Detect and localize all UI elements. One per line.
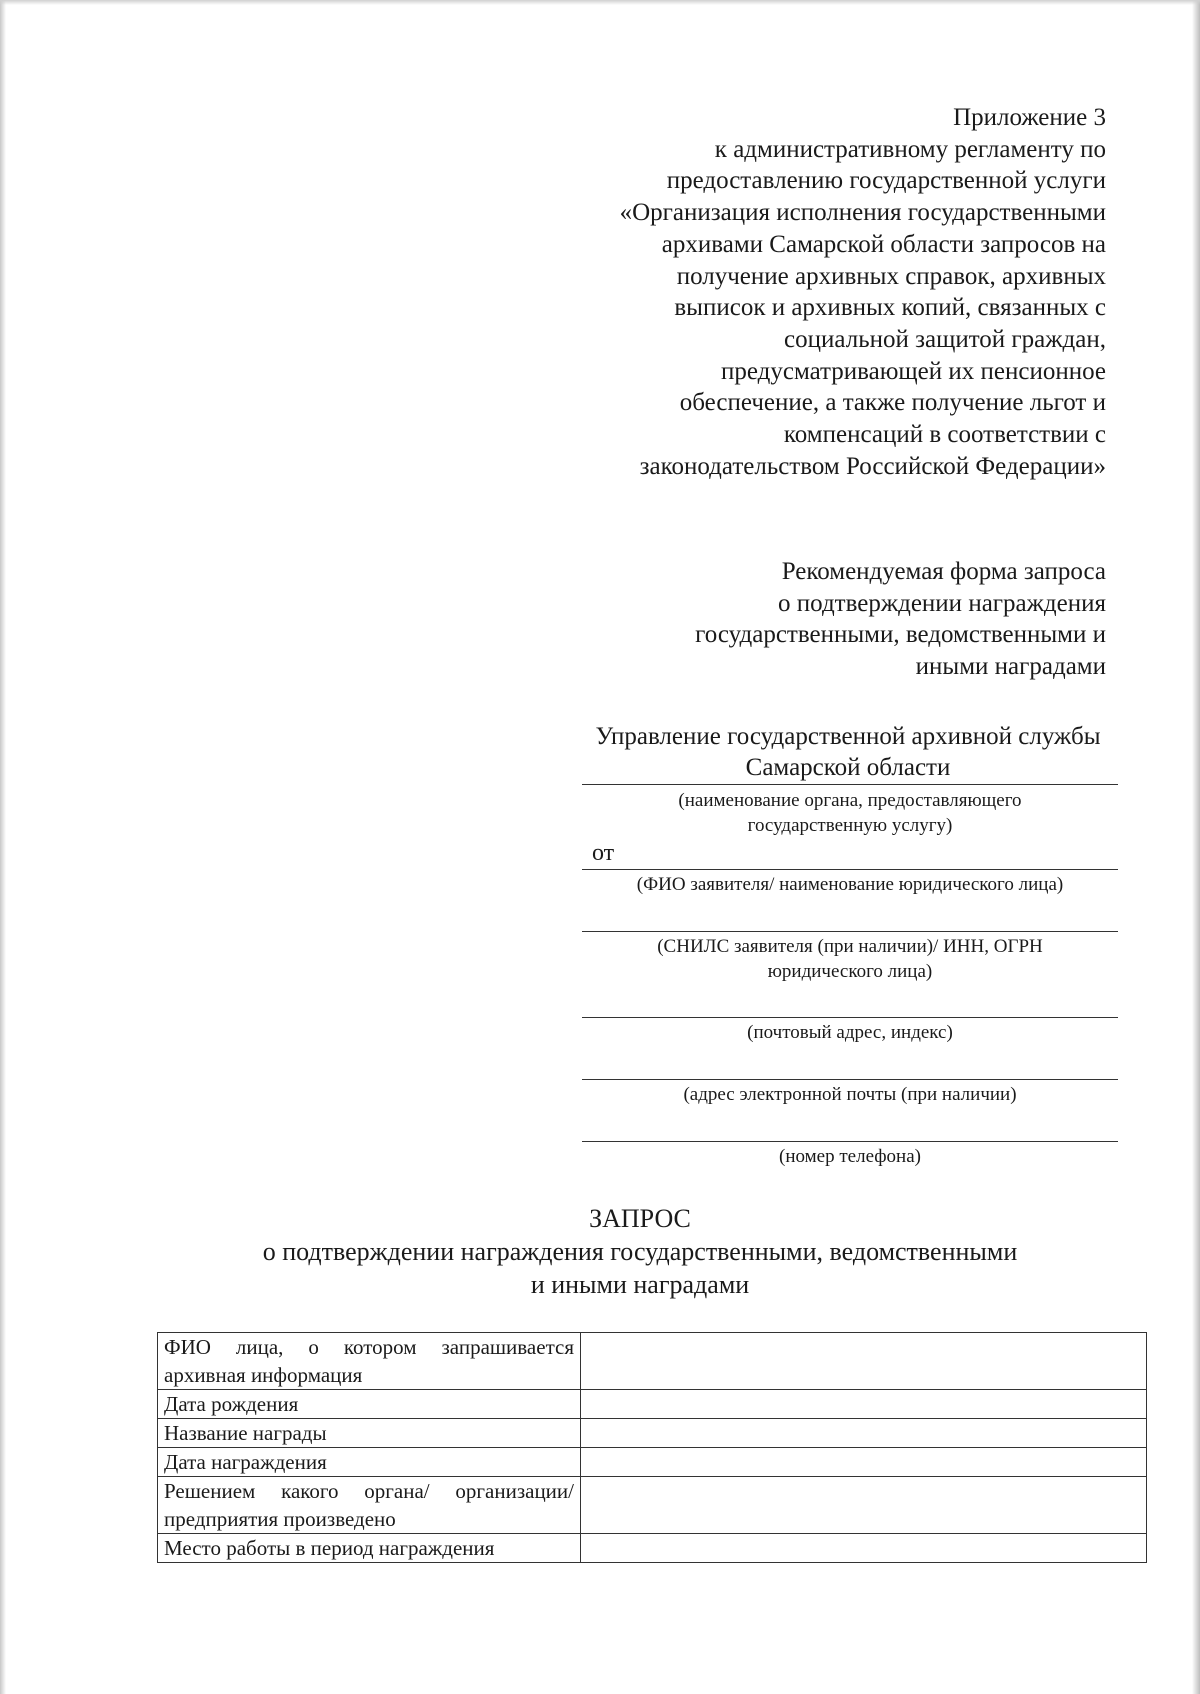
form-title-line: иными наградами [915,652,1106,680]
request-table [157,1332,1147,1563]
scan-edge-top [0,0,1200,5]
email-field-line[interactable] [582,1079,1118,1080]
form-title-line: Рекомендуемая форма запроса [781,558,1106,585]
appendix-line: архивами Самарской области запросов на [661,230,1106,258]
scan-edge-left [0,0,6,1694]
row-value-cell[interactable] [581,1477,1147,1534]
appendix-line: к административному регламенту по [714,135,1106,163]
table-row [158,1448,1147,1477]
request-subtitle-line: о подтверждении награждения государственными, ведомственными [262,1237,1018,1266]
table-row [158,1419,1147,1448]
appendix-line: социальной защитой граждан, [784,325,1106,353]
snils-caption: (СНИЛС заявителя (при наличии)/ ИНН, ОГРН юридического лица) [657,936,1043,982]
table-row [158,1333,1147,1390]
email-caption: (адрес электронной почты (при наличии) [683,1084,1017,1105]
form-title-line: о подтверждении награждения [778,589,1106,617]
fio-caption: (ФИО заявителя/ наименование юридического лица) [636,874,1064,895]
form-title-block [560,556,1106,682]
request-title: ЗАПРОС [589,1204,691,1233]
recipient-caption: (наименование органа, предоставляющего государственную услугу) [678,790,1022,836]
fio-field-line[interactable] [582,869,1118,870]
recipient-name: Управление государственной архивной службы Самарской области [595,723,1101,781]
row-label: Решением какого органа/ организации/ предприятия произведено [158,1477,581,1534]
row-value-cell[interactable] [581,1333,1147,1390]
row-label: Дата рождения [158,1390,581,1419]
phone-caption: (номер телефона) [779,1146,921,1167]
snils-field-line[interactable] [582,931,1118,932]
appendix-line: выписок и архивных копий, связанных с [674,294,1106,322]
address-caption: (почтовый адрес, индекс) [747,1022,953,1043]
row-label: ФИО лица, о котором запрашивается архивная информация [158,1333,581,1390]
phone-field-line[interactable] [582,1141,1118,1142]
address-field-line[interactable] [582,1017,1118,1018]
appendix-line: обеспечение, а также получение льгот и [679,389,1106,417]
row-value-cell[interactable] [581,1390,1147,1419]
appendix-line: компенсаций в соответствии с [783,421,1106,449]
appendix-line: Приложение 3 [953,104,1106,131]
appendix-line: законодательством Российской Федерации» [639,452,1106,480]
row-label: Место работы в период награждения [158,1534,581,1563]
table-row [158,1477,1147,1534]
form-title-line: государственными, ведомственными и [695,621,1106,648]
appendix-line: «Организация исполнения государственными [619,199,1106,227]
recipient-underline [582,784,1118,785]
from-label: от [592,840,615,866]
row-label: Название награды [158,1419,581,1448]
request-heading [0,1202,1200,1301]
appendix-block [520,102,1106,482]
table-row [158,1390,1147,1419]
appendix-line: предоставлению государственной услуги [666,167,1106,195]
request-subtitle-line: и иными наградами [530,1270,750,1299]
row-value-cell[interactable] [581,1448,1147,1477]
appendix-line: предусматривающей их пенсионное [720,357,1106,385]
appendix-line: получение архивных справок, архивных [676,262,1106,290]
table-row [158,1534,1147,1563]
row-value-cell[interactable] [581,1534,1147,1563]
scan-edge-right [1192,0,1200,1694]
row-value-cell[interactable] [581,1419,1147,1448]
row-label: Дата награждения [158,1448,581,1477]
